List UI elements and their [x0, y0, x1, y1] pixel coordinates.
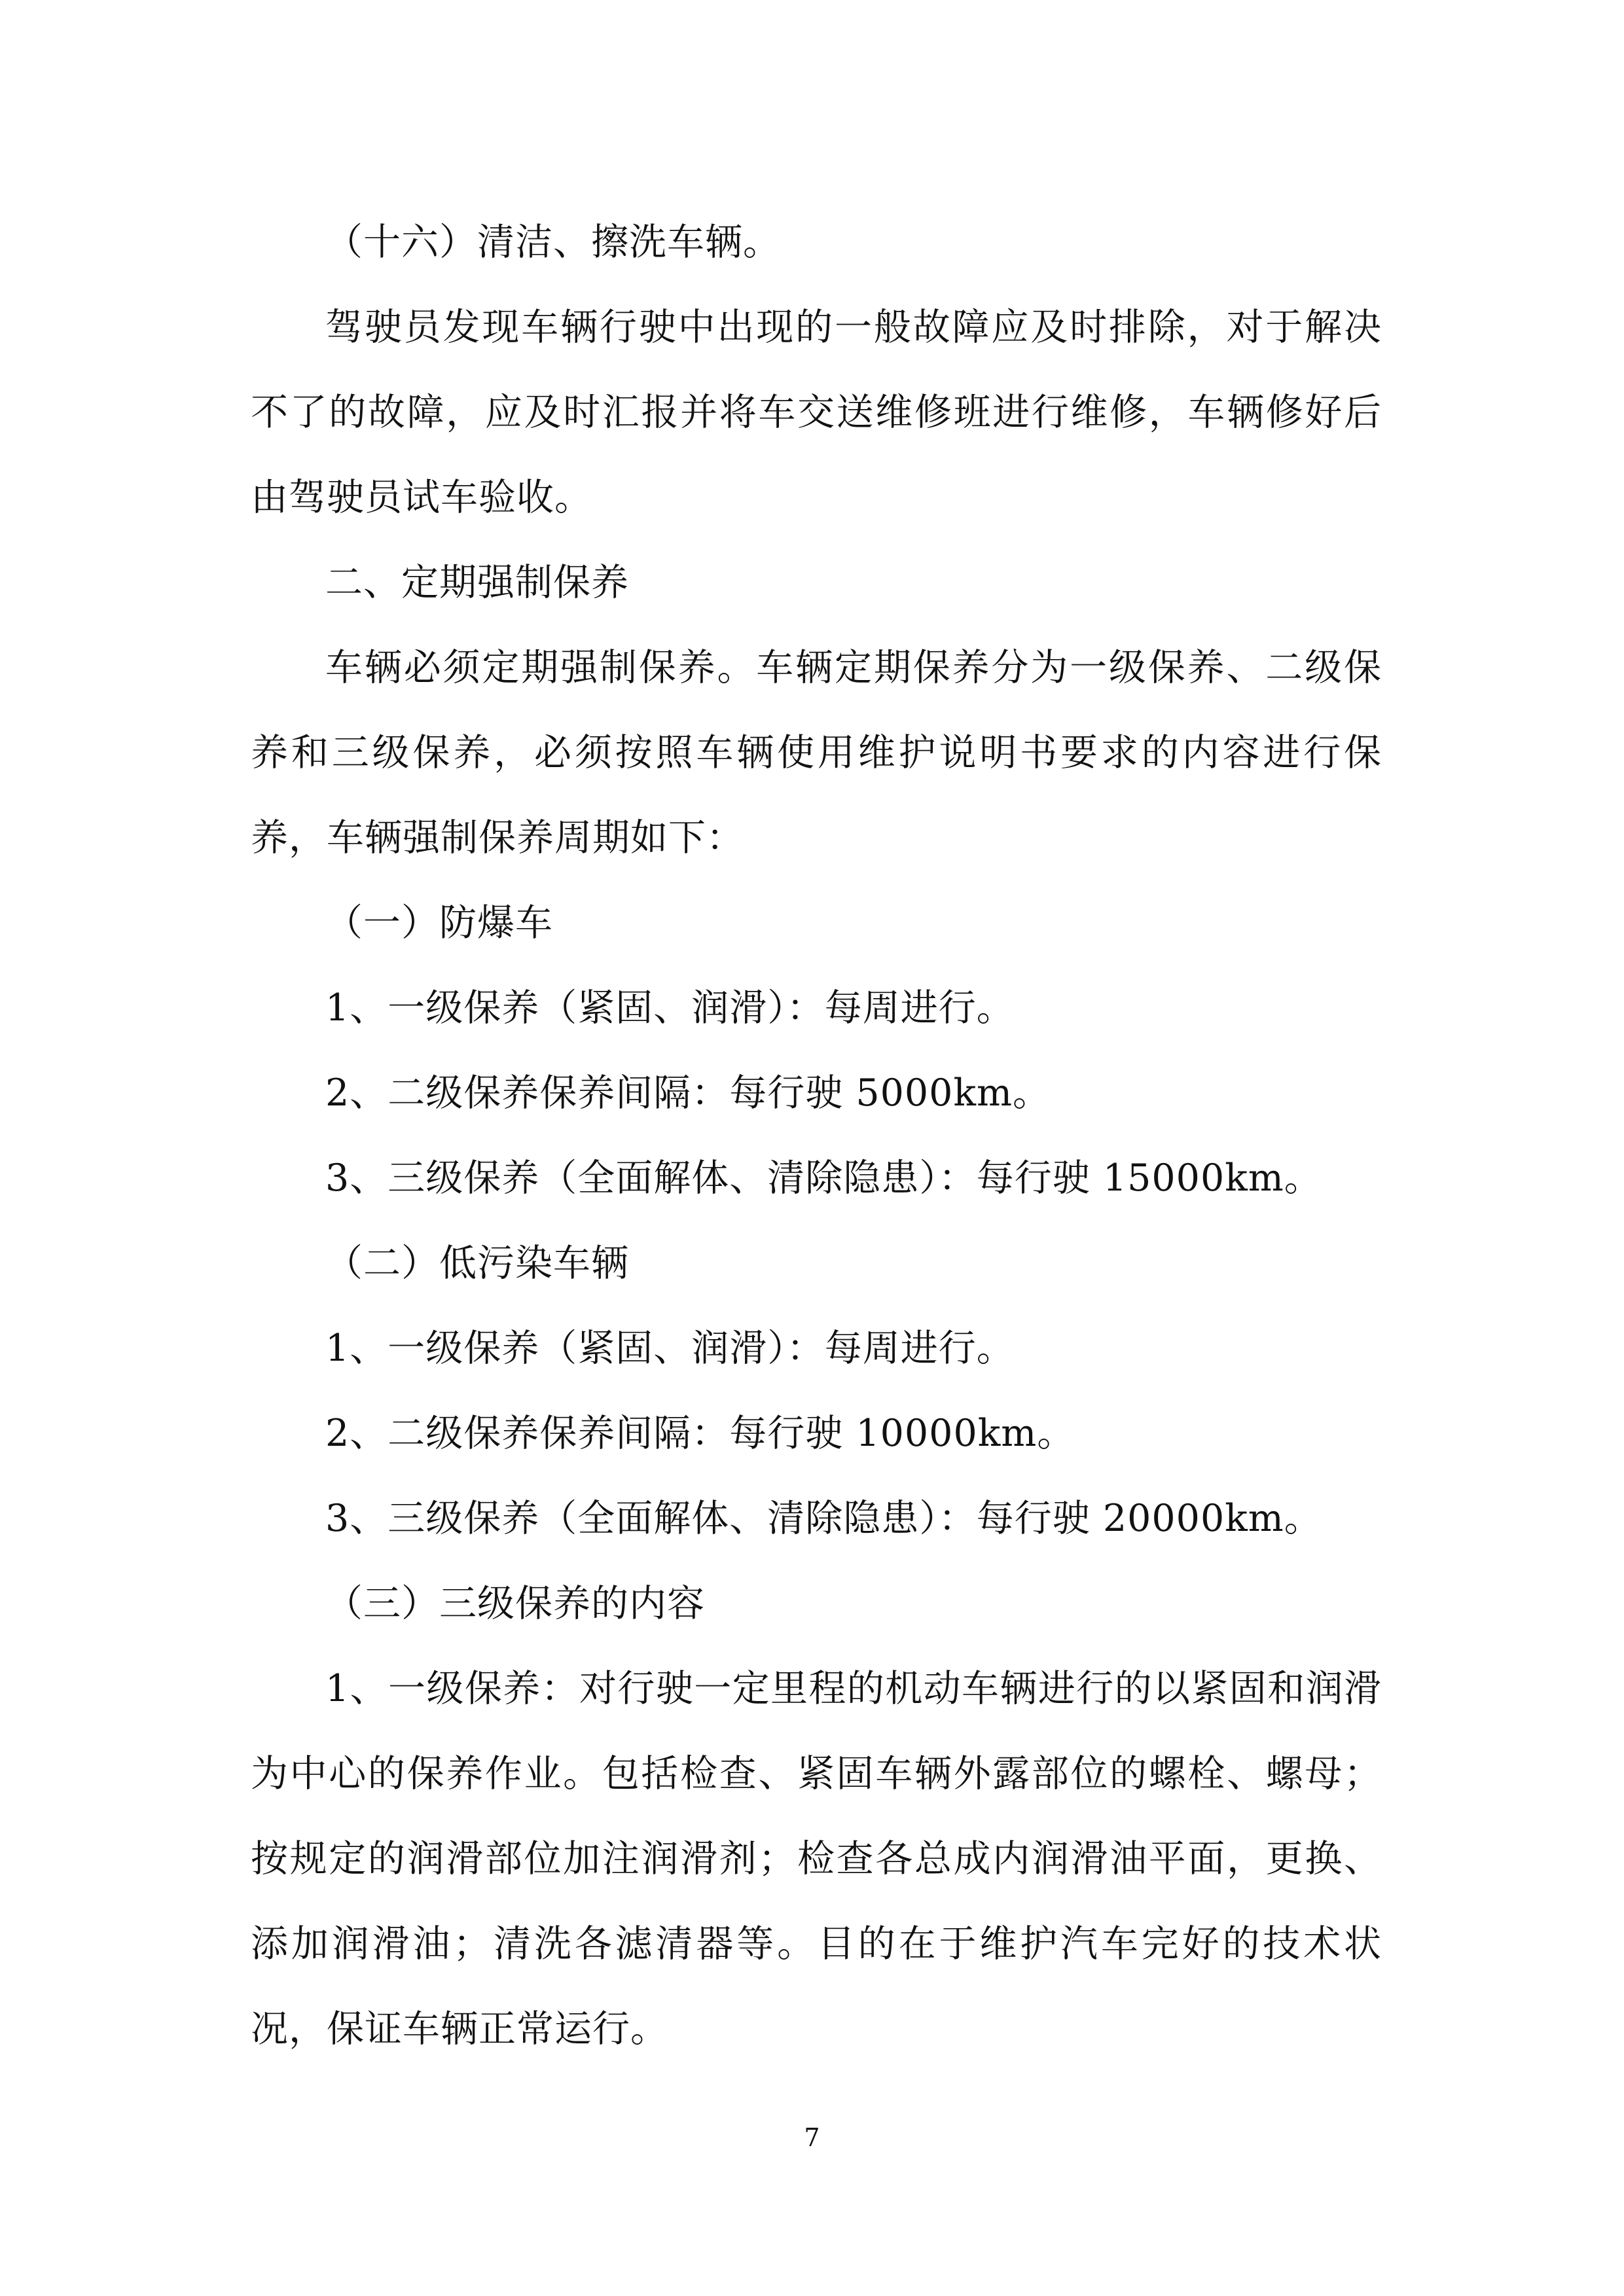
list-item-explosion-proof-level-2: 2、二级保养保养间隔：每行驶 5000km。 — [325, 1071, 1051, 1115]
document-body — [251, 200, 1382, 2072]
list-item-low-pollution-level-3: 3、三级保养（全面解体、清除隐患）：每行驶 20000km。 — [325, 1497, 1322, 1540]
page-number: 7 — [804, 2123, 820, 2152]
paragraph-cleaning: （十六）清洁、擦洗车辆。 — [325, 221, 781, 264]
paragraph-level-1-maintenance: 1、一级保养：对行驶一定里程的机动车辆进行的以紧固和润滑为中心的保养作业。包括检查、紧固车辆外露部位的螺栓、螺母；按规定的润滑部位加注润滑剂；检查各总成内润滑油平面，更换、添加润滑油；清洗各滤清器等。目的在于维护汽车完好的技术状况，保证车辆正常运行。 — [251, 1667, 1382, 2051]
subheading-maintenance-content: （三）三级保养的内容 — [325, 1582, 705, 1625]
subheading-low-pollution-vehicle: （二）低污染车辆 — [325, 1242, 629, 1285]
paragraph-fault-handling: 驾驶员发现车辆行驶中出现的一般故障应及时排除，对于解决不了的故障，应及时汇报并将车交送维修班进行维修，车辆修好后由驾驶员试车验收。 — [251, 306, 1382, 519]
section-heading-periodic-maintenance: 二、定期强制保养 — [325, 561, 629, 604]
paragraph-periodic-maintenance: 车辆必须定期强制保养。车辆定期保养分为一级保养、二级保养和三级保养，必须按照车辆使用维护说明书要求的内容进行保养，车辆强制保养周期如下： — [251, 646, 1382, 859]
list-item-low-pollution-level-1: 1、一级保养（紧固、润滑）：每周进行。 — [325, 1327, 1015, 1370]
list-item-low-pollution-level-2: 2、二级保养保养间隔：每行驶 10000km。 — [325, 1412, 1075, 1455]
list-item-explosion-proof-level-3: 3、三级保养（全面解体、清除隐患）：每行驶 15000km。 — [325, 1157, 1322, 1200]
list-item-explosion-proof-level-1: 1、一级保养（紧固、润滑）：每周进行。 — [325, 986, 1015, 1030]
subheading-explosion-proof-vehicle: （一）防爆车 — [325, 901, 553, 944]
